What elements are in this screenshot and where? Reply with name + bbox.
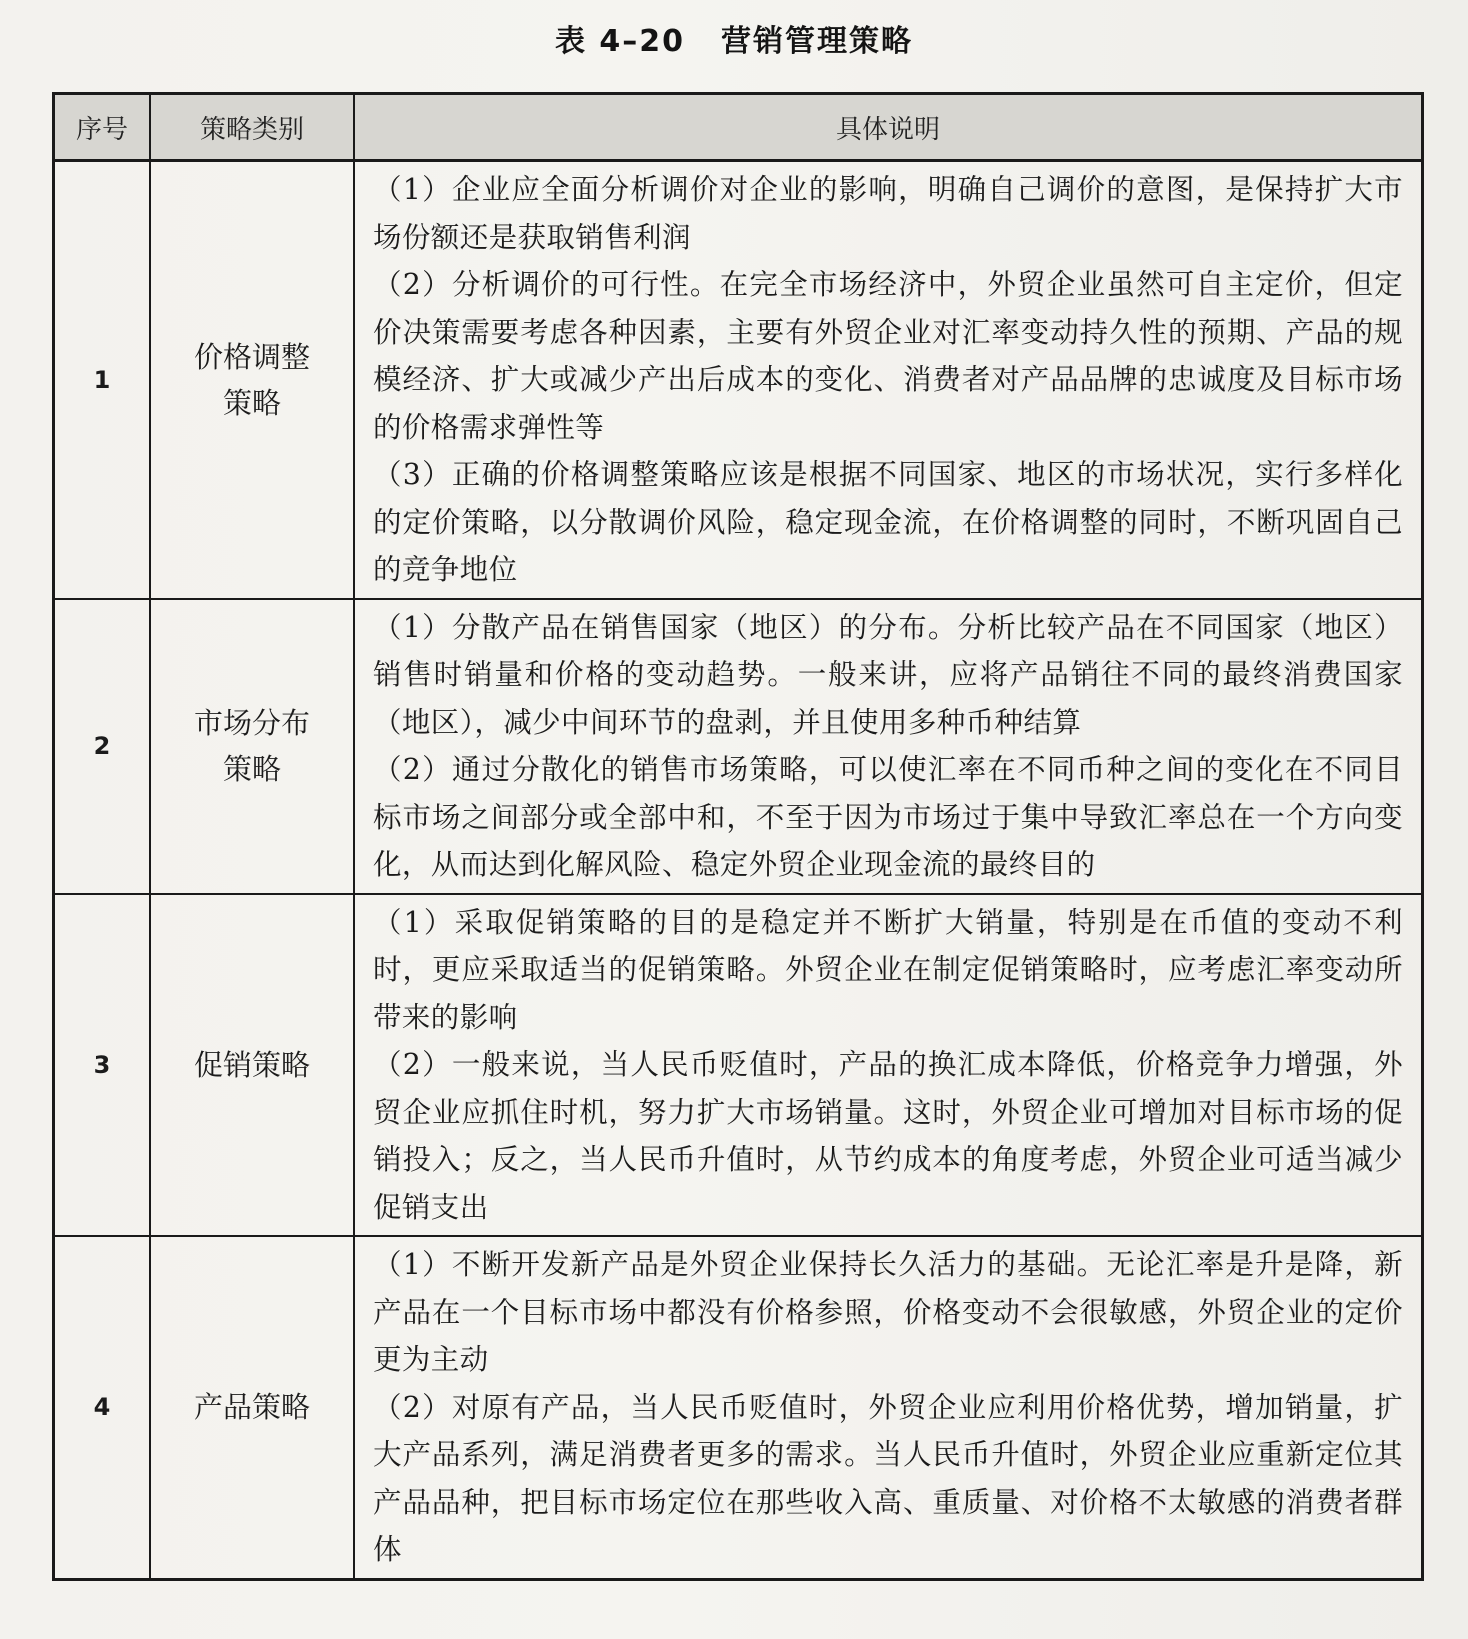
description-paragraph: （2）一般来说，当人民币贬值时，产品的换汇成本降低，价格竞争力增强，外贸企业应抓住时机，努力扩大市场销量。这时，外贸企业可增加对目标市场的促销投入；反之，当人民币升值时，从节约成本的角度考虑，外贸企业可适当减少促销支出 (373, 1048, 1403, 1224)
table-row (54, 599, 1423, 894)
category-line: 策略 (222, 752, 281, 786)
row-category (150, 599, 354, 894)
row-description (354, 599, 1423, 894)
description-paragraph: （3）正确的价格调整策略应该是根据不同国家、地区的市场状况，实行多样化的定价策略，以分散调价风险，稳定现金流，在价格调整的同时，不断巩固自己的竞争地位 (373, 458, 1403, 586)
table-number: 表 4–20 (554, 24, 686, 59)
row-seq: 2 (54, 599, 151, 894)
header-description: 具体说明 (354, 94, 1423, 161)
category-line: 市场分布 (193, 706, 310, 740)
table-title (0, 16, 1468, 60)
description-paragraph: （2）对原有产品，当人民币贬值时，外贸企业应利用价格优势，增加销量，扩大产品系列，满足消费者更多的需求。当人民币升值时，外贸企业应重新定位其产品品种，把目标市场定位在那些收入高、重质量、对价格不太敏感的消费者群体 (373, 1390, 1403, 1566)
category-line: 产品策略 (193, 1390, 310, 1425)
row-seq: 3 (54, 894, 151, 1237)
table-row (54, 894, 1423, 1237)
row-description (354, 161, 1423, 599)
row-category (150, 161, 354, 599)
category-line: 策略 (222, 385, 281, 420)
description-paragraph: （1）分散产品在销售国家（地区）的分布。分析比较产品在不同国家（地区）销售时销量和价格的变动趋势。一般来讲，应将产品销往不同的最终消费国家（地区），减少中间环节的盘剥，并且使用多种币种结算 (373, 610, 1403, 739)
table-row (54, 1236, 1423, 1579)
description-paragraph: （2）通过分散化的销售市场策略，可以使汇率在不同币种之间的变化在不同目标市场之间部分或全部中和，不至于因为市场过于集中导致汇率总在一个方向变化，从而达到化解风险、稳定外贸企业现金流的最终目的 (373, 753, 1403, 881)
description-paragraph: （1）采取促销策略的目的是稳定并不断扩大销量，特别是在币值的变动不利时，更应采取适当的促销策略。外贸企业在制定促销策略时，应考虑汇率变动所带来的影响 (373, 905, 1403, 1034)
table-title-text: 营销管理策略 (721, 24, 914, 59)
row-category (150, 1236, 354, 1579)
table-row (54, 161, 1423, 599)
row-description (354, 894, 1423, 1237)
description-paragraph: （2）分析调价的可行性。在完全市场经济中，外贸企业虽然可自主定价，但定价决策需要考虑各种因素，主要有外贸企业对汇率变动持久性的预期、产品的规模经济、扩大或减少产出后成本的变化、消费者对产品品牌的忠诚度及目标市场的价格需求弹性等 (373, 268, 1403, 444)
row-description (354, 1236, 1423, 1579)
header-row (54, 94, 1423, 161)
row-seq: 4 (54, 1236, 151, 1579)
row-seq: 1 (54, 161, 151, 599)
row-category (150, 894, 354, 1237)
category-line: 促销策略 (193, 1047, 310, 1082)
strategy-table (52, 92, 1424, 1581)
header-category: 策略类别 (150, 94, 354, 161)
category-line: 价格调整 (193, 339, 310, 374)
header-seq: 序号 (54, 94, 151, 161)
description-paragraph: （1）不断开发新产品是外贸企业保持长久活力的基础。无论汇率是升是降，新产品在一个目标市场中都没有价格参照，价格变动不会很敏感，外贸企业的定价更为主动 (373, 1248, 1403, 1376)
description-paragraph: （1）企业应全面分析调价对企业的影响，明确自己调价的意图，是保持扩大市场份额还是获取销售利润 (373, 173, 1403, 254)
